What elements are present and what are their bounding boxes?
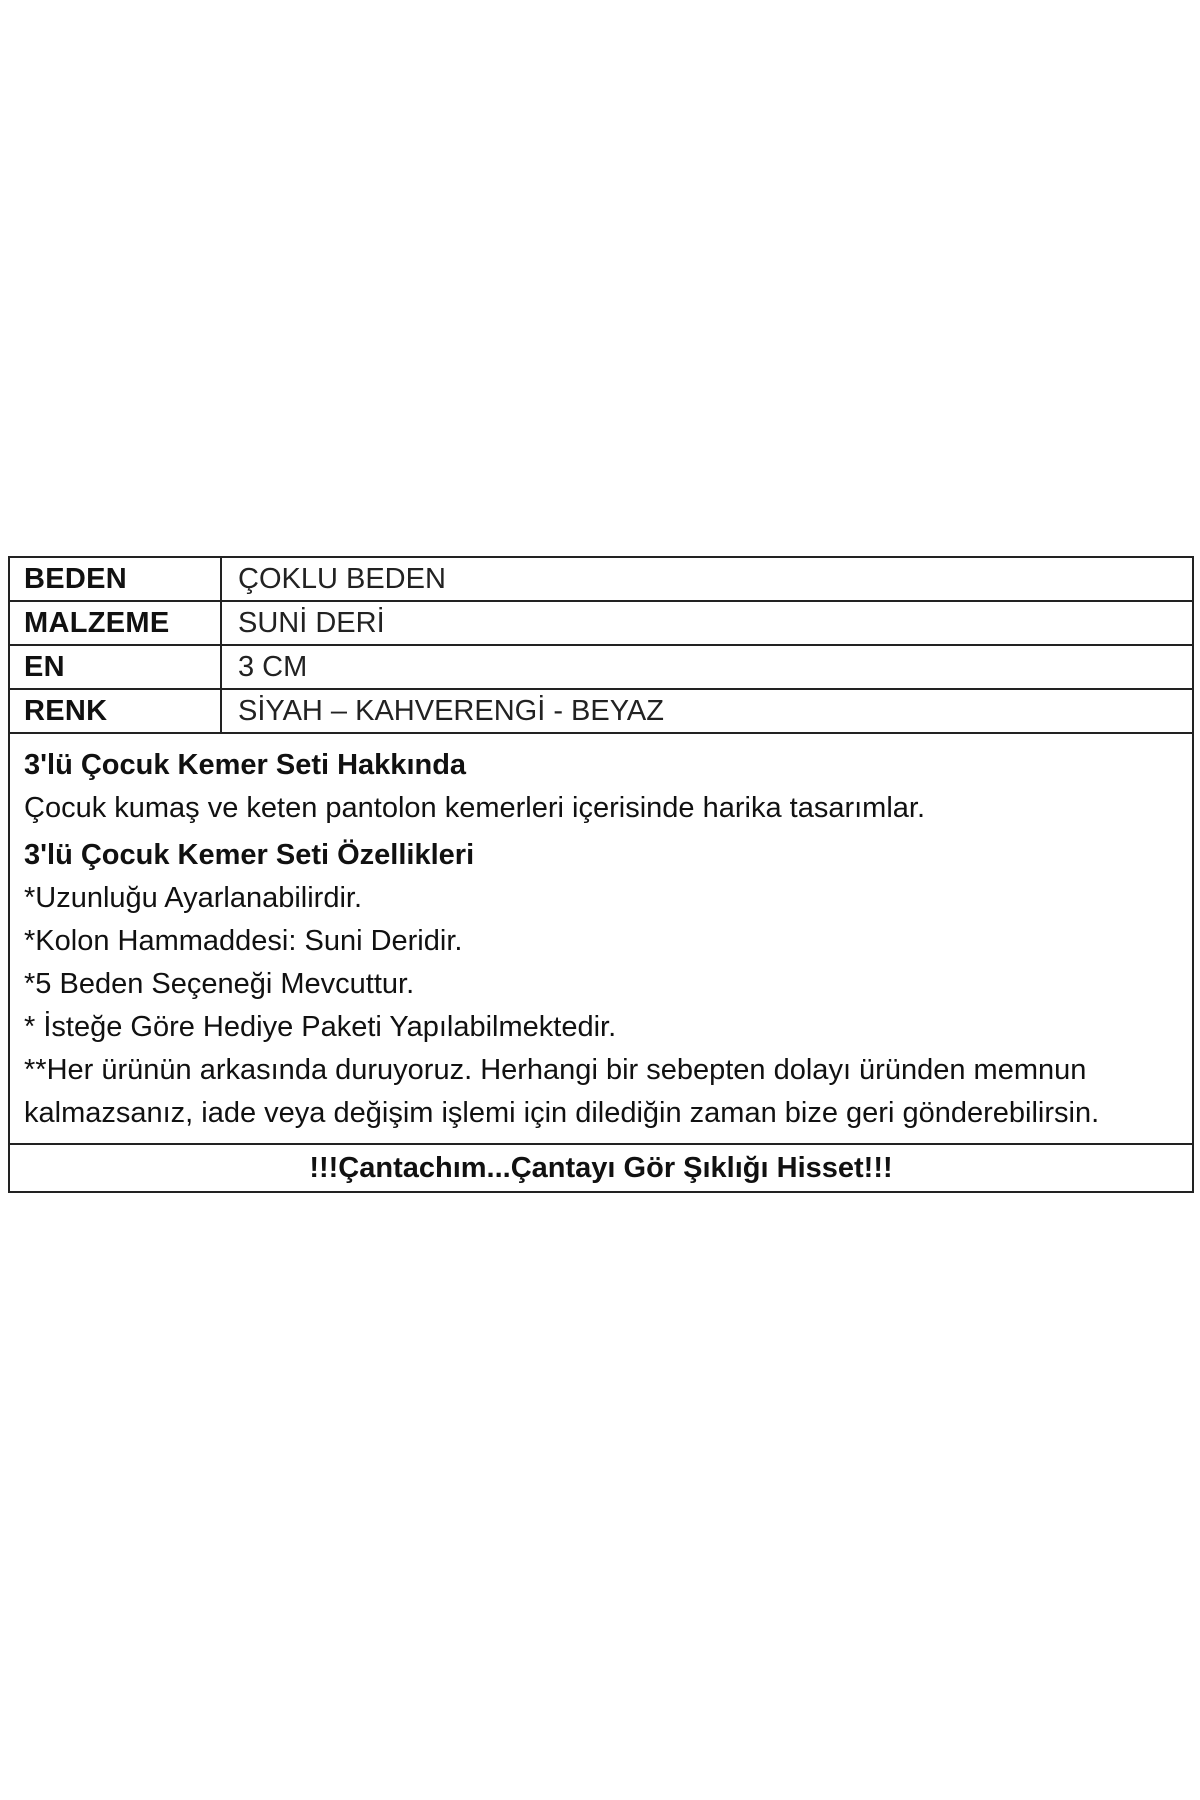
spec-row-malzeme bbox=[10, 602, 1192, 646]
feature-item: *Kolon Hammaddesi: Suni Deridir. bbox=[24, 925, 463, 957]
features-heading: 3'lü Çocuk Kemer Seti Özellikleri bbox=[24, 839, 475, 871]
spec-value: SİYAH – KAHVERENGİ - BEYAZ bbox=[238, 694, 664, 727]
feature-item: * İsteğe Göre Hediye Paketi Yapılabilmektedir. bbox=[24, 1011, 617, 1043]
spec-value: ÇOKLU BEDEN bbox=[238, 562, 446, 595]
spec-value: 3 CM bbox=[238, 650, 308, 683]
feature-item: *5 Beden Seçeneği Mevcuttur. bbox=[24, 968, 415, 1000]
footer-slogan: !!!Çantachım...Çantayı Gör Şıklığı Hisset!!! bbox=[309, 1151, 893, 1184]
description-section bbox=[10, 734, 1192, 1145]
spec-value: SUNİ DERİ bbox=[238, 606, 385, 639]
feature-item: *Uzunluğu Ayarlanabilirdir. bbox=[24, 882, 363, 914]
spec-label: MALZEME bbox=[10, 602, 222, 644]
spec-row-renk bbox=[10, 690, 1192, 734]
spec-label: EN bbox=[10, 646, 222, 688]
spec-row-beden bbox=[10, 558, 1192, 602]
spec-label: RENK bbox=[10, 690, 222, 732]
guarantee-text: **Her ürünün arkasında duruyoruz. Herhangi bir sebepten dolayı üründen memnun kalmazsanız, iade veya değişim işlemi için dilediğin zaman bize geri gönderebilirsin. bbox=[24, 1054, 1100, 1129]
about-text: Çocuk kumaş ve keten pantolon kemerleri içerisinde harika tasarımlar. bbox=[24, 792, 926, 824]
about-heading: 3'lü Çocuk Kemer Seti Hakkında bbox=[24, 749, 467, 781]
product-info-table bbox=[8, 556, 1194, 1193]
spec-label: BEDEN bbox=[10, 558, 222, 600]
spec-row-en bbox=[10, 646, 1192, 690]
